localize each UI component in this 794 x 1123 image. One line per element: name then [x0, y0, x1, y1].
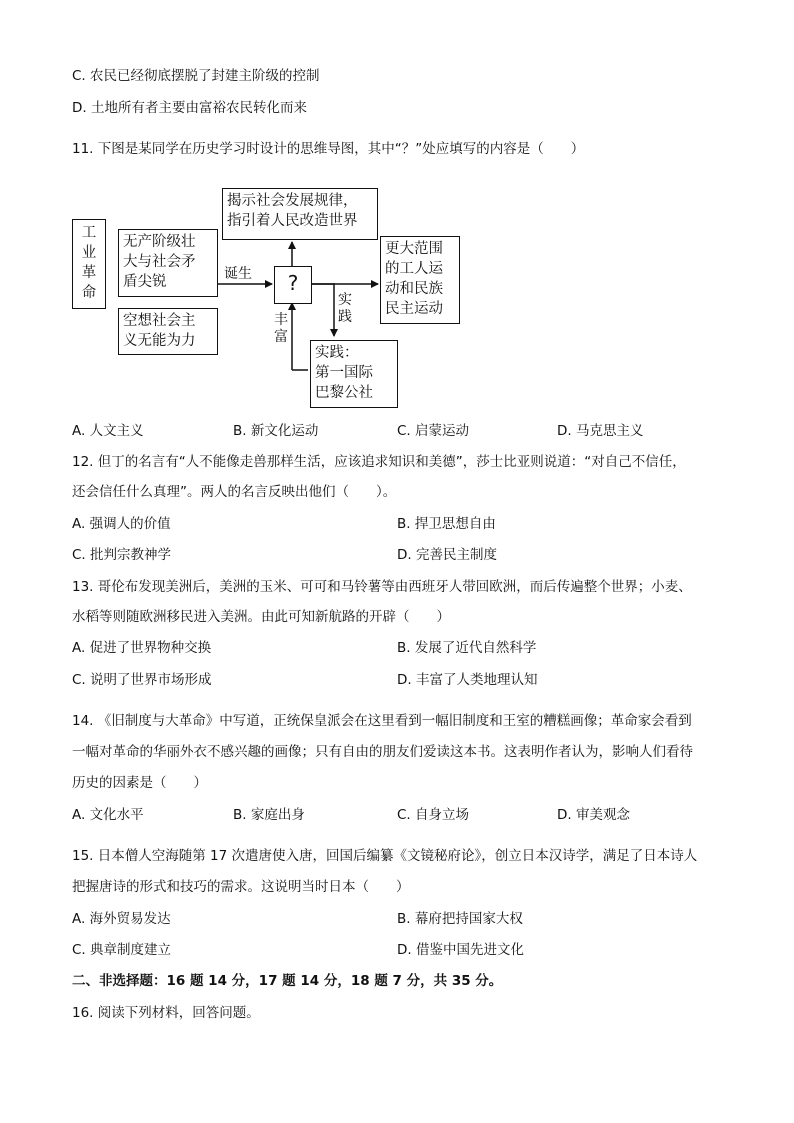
q12-option-b: B. 捍卫思想自由	[397, 516, 496, 532]
box-practice: 实践： 第一国际 巴黎公社	[310, 340, 398, 408]
q12-stem-line2: 还会信任什么真理”。两人的名言反映出他们（ ）。	[72, 484, 397, 500]
q16-stem: 16. 阅读下列材料，回答问题。	[72, 1005, 260, 1021]
q12-stem-line1: 12. 但丁的名言有“人不能像走兽那样生活，应该追求知识和美德”，莎士比亚则说道：“对自己不信任，	[72, 454, 686, 470]
box-reveal-laws: 揭示社会发展规律， 指引着人民改造世界	[222, 188, 378, 240]
box-utopian-socialism: 空想社会主 义无能为力	[118, 308, 218, 355]
q14-option-d: D. 审美观念	[557, 807, 630, 823]
q13-stem-line2: 水稻等则随欧洲移民进入美洲。由此可知新航路的开辟（ ）	[72, 609, 450, 625]
q14-stem-line3: 历史的因素是（ ）	[72, 775, 207, 791]
section2-heading: 二、非选择题：16 题 14 分，17 题 14 分，18 题 7 分，共 35 分。	[72, 973, 503, 989]
q14-option-c: C. 自身立场	[397, 807, 470, 823]
box-question-mark: ?	[274, 266, 312, 304]
q12-option-d: D. 完善民主制度	[397, 547, 497, 563]
q15-option-b: B. 幕府把持国家大权	[397, 911, 523, 927]
box-proletariat: 无产阶级壮 大与社会矛 盾尖锐	[118, 229, 218, 297]
label-enrich: 丰 富	[274, 312, 288, 345]
q15-stem-line1: 15. 日本僧人空海随第 17 次遣唐使入唐，回国后编纂《文镜秘府论》，创立日本汉诗学，满足了日本诗人	[72, 848, 698, 864]
q14-stem-line1: 14. 《旧制度与大革命》中写道，正统保皇派会在这里看到一幅旧制度和王室的糟糕画像；革命家会看到	[72, 713, 692, 729]
q13-option-a: A. 促进了世界物种交换	[72, 640, 212, 656]
q15-stem-line2: 把握唐诗的形式和技巧的需求。这说明当时日本（ ）	[72, 879, 410, 895]
q13-option-d: D. 丰富了人类地理认知	[397, 672, 538, 688]
q14-option-a: A. 文化水平	[72, 807, 144, 823]
q14-option-b: B. 家庭出身	[233, 807, 305, 823]
box-industrial-revolution: 工 业 革 命	[72, 219, 106, 309]
q11-option-a: A. 人文主义	[72, 423, 144, 439]
q14-stem-line2: 一幅对革命的华丽外衣不感兴趣的画像；只有自由的朋友们爱读这本书。这表明作者认为，影响人们看待	[72, 744, 693, 760]
label-born: 诞生	[224, 266, 252, 282]
q11-stem: 11. 下图是某同学在历史学习时设计的思维导图，其中“？”处应填写的内容是（ ）	[72, 141, 585, 157]
q13-option-c: C. 说明了世界市场形成	[72, 672, 212, 688]
q11-option-b: B. 新文化运动	[233, 423, 319, 439]
q15-option-d: D. 借鉴中国先进文化	[397, 942, 524, 958]
box-wider-movement: 更大范围 的工人运 动和民族 民主运动	[380, 236, 460, 324]
q10-option-c: C. 农民已经彻底摆脱了封建主阶级的控制	[72, 68, 320, 84]
label-practice: 实 践	[338, 292, 352, 325]
q11-option-d: D. 马克思主义	[557, 423, 644, 439]
q12-option-a: A. 强调人的价值	[72, 516, 171, 532]
q10-option-d: D. 土地所有者主要由富裕农民转化而来	[72, 100, 307, 116]
arrow-practice	[312, 284, 334, 336]
q13-stem-line1: 13. 哥伦布发现美洲后，美洲的玉米、可可和马铃薯等由西班牙人带回欧洲，而后传遍整个世界；小麦、	[72, 579, 692, 595]
q15-option-a: A. 海外贸易发达	[72, 911, 171, 927]
q12-option-c: C. 批判宗教神学	[72, 547, 172, 563]
q15-option-c: C. 典章制度建立	[72, 942, 172, 958]
q11-option-c: C. 启蒙运动	[397, 423, 470, 439]
q13-option-b: B. 发展了近代自然科学	[397, 640, 537, 656]
